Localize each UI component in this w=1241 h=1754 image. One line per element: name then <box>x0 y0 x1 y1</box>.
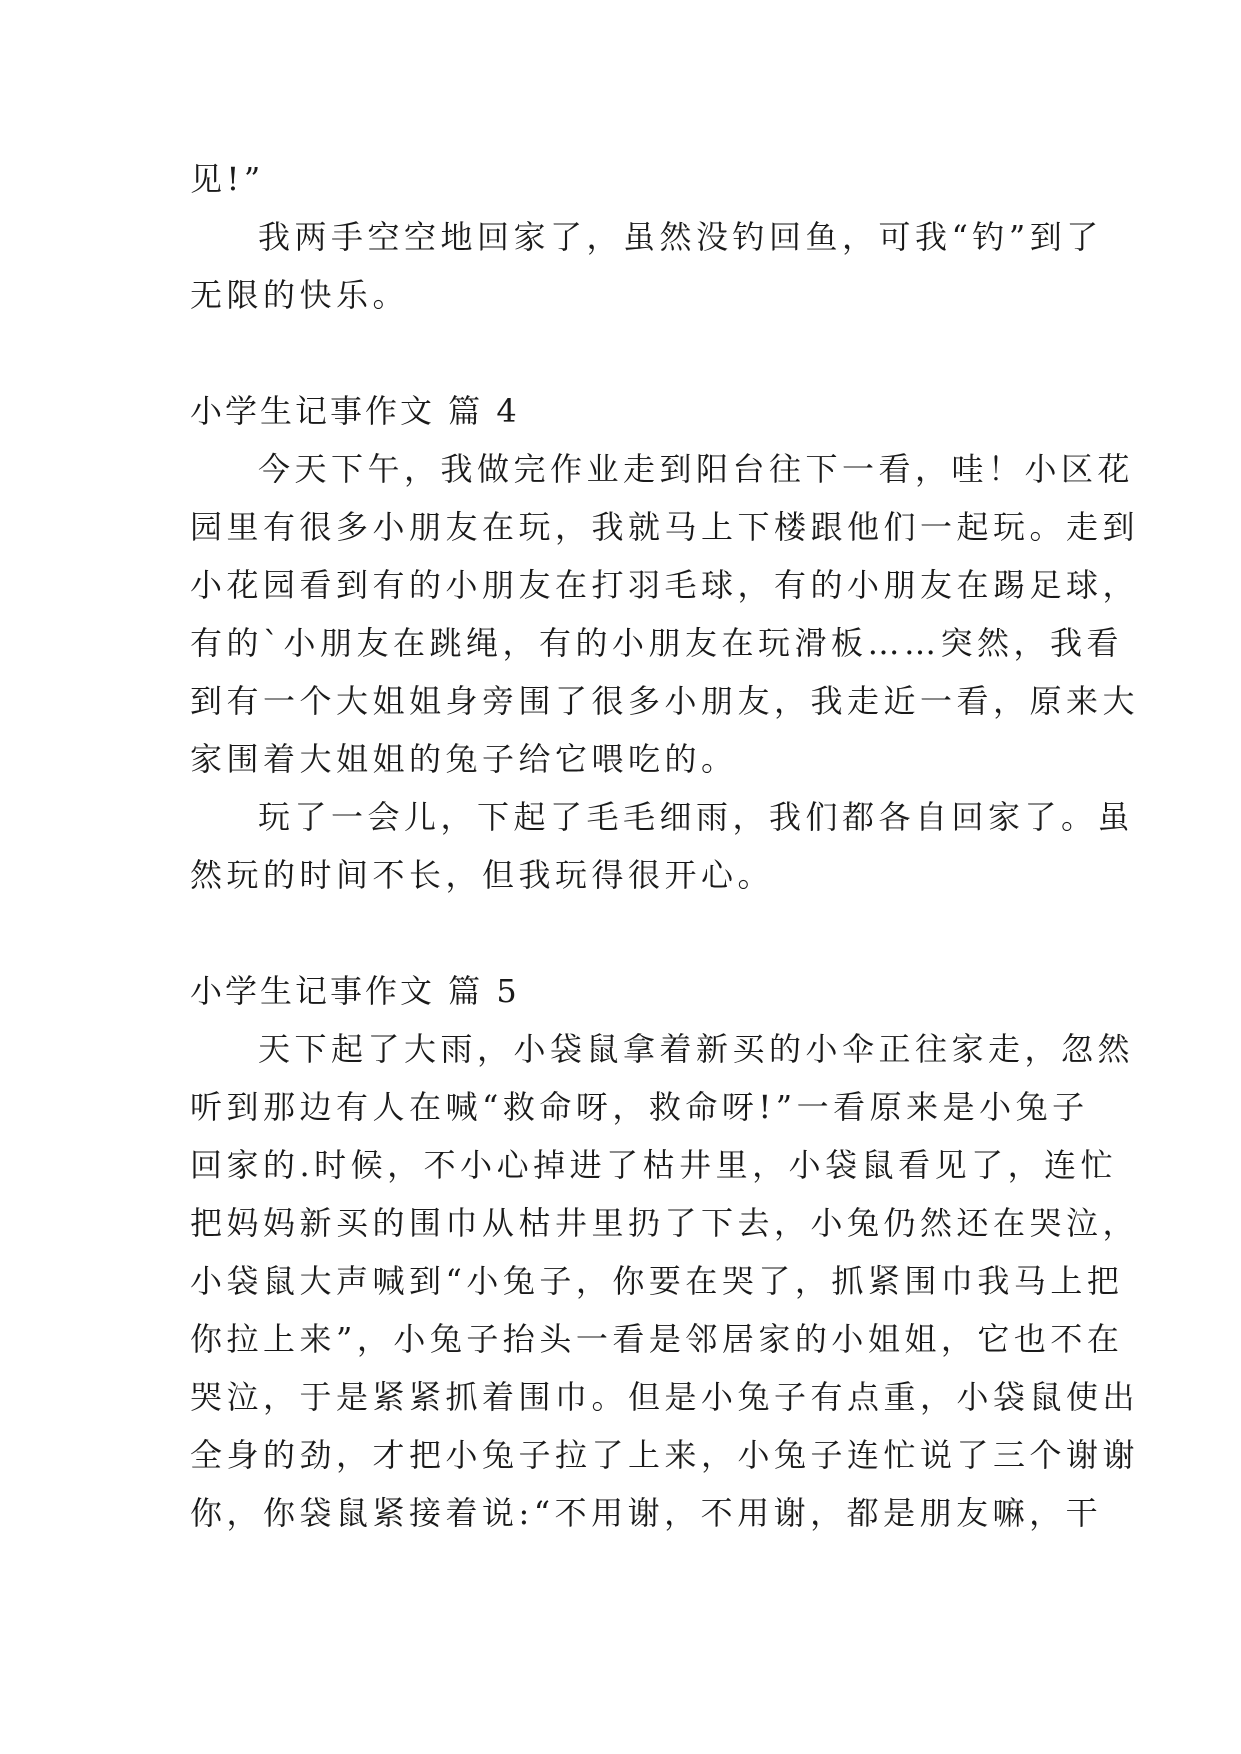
paragraph <box>190 788 1135 904</box>
text-line: 无限的快乐。 <box>190 276 410 314</box>
text-line: 回家的.时候，不小心掉进了枯井里，小袋鼠看见了，连忙 <box>190 1146 1118 1184</box>
section-gap <box>190 324 1060 382</box>
document-body <box>190 150 1140 1542</box>
text-line: 见!” <box>190 160 265 198</box>
paragraph <box>190 1020 1140 1542</box>
section-gap <box>190 904 1060 962</box>
text-line: 小花园看到有的小朋友在打羽毛球，有的小朋友在踢足球， <box>190 566 1140 604</box>
text-line: 家围着大姐姐的兔子给它喂吃的。 <box>190 740 738 778</box>
paragraph <box>190 208 1103 324</box>
paragraph <box>190 440 1140 788</box>
text-line: 园里有很多小朋友在玩，我就马上下楼跟他们一起玩。走到 <box>190 508 1140 546</box>
section-heading-5: 小学生记事作文 篇 5 <box>190 972 520 1010</box>
text-line: 我两手空空地回家了，虽然没钓回鱼，可我“钓”到了 <box>258 218 1103 256</box>
text-line: 听到那边有人在喊“救命呀，救命呀!”一看原来是小兔子 <box>190 1088 1089 1126</box>
text-line: 有的`小朋友在跳绳，有的小朋友在玩滑板……突然，我看 <box>190 624 1124 662</box>
text-line: 把妈妈新买的围巾从枯井里扔了下去，小兔仍然还在哭泣， <box>190 1204 1140 1242</box>
text-line: 小袋鼠大声喊到“小兔子，你要在哭了，抓紧围巾我马上把 <box>190 1262 1124 1300</box>
text-line: 你拉上来”，小兔子抬头一看是邻居家的小姐姐，它也不在 <box>190 1320 1124 1358</box>
text-line: 玩了一会儿，下起了毛毛细雨，我们都各自回家了。虽 <box>258 798 1135 836</box>
text-line: 然玩的时间不长，但我玩得很开心。 <box>190 856 775 894</box>
text-line: 全身的劲，才把小兔子拉了上来，小兔子连忙说了三个谢谢 <box>190 1436 1140 1474</box>
text-line: 你，你袋鼠紧接着说:“不用谢，不用谢，都是朋友嘛，干 <box>190 1494 1103 1532</box>
text-line: 天下起了大雨，小袋鼠拿着新买的小伞正往家走，忽然 <box>258 1030 1135 1068</box>
text-line: 哭泣，于是紧紧抓着围巾。但是小兔子有点重，小袋鼠使出 <box>190 1378 1140 1416</box>
text-line: 今天下午，我做完作业走到阳台往下一看，哇！小区花 <box>258 450 1135 488</box>
section-heading-4: 小学生记事作文 篇 4 <box>190 392 520 430</box>
paragraph-continuation <box>190 150 1060 208</box>
text-line: 到有一个大姐姐身旁围了很多小朋友，我走近一看，原来大 <box>190 682 1140 720</box>
